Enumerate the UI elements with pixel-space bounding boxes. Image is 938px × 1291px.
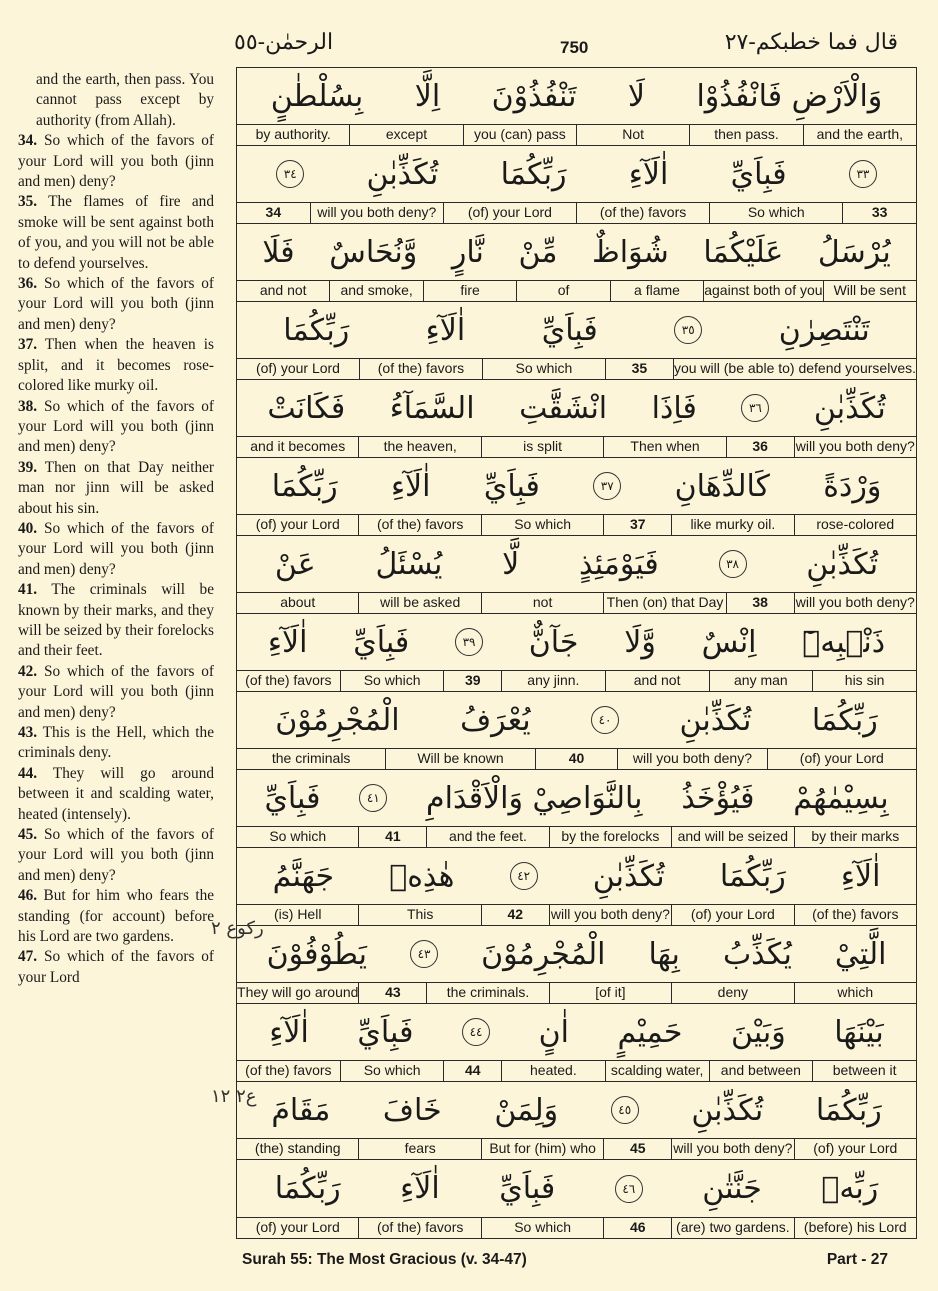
verse-number: 40.	[18, 519, 38, 537]
arabic-word: فَكَانَتْ	[267, 390, 346, 426]
side-note	[18, 580, 214, 662]
arabic-line	[237, 380, 916, 436]
english-word-cell: you will (be able to) defend yourselves.	[673, 359, 916, 379]
english-word-cell: by their marks	[794, 827, 916, 847]
english-line	[237, 748, 916, 769]
ayah-marker: ٤٢	[510, 862, 538, 890]
english-line	[237, 1217, 916, 1238]
english-word-cell: (of the) favors	[359, 359, 482, 379]
english-line	[237, 436, 916, 457]
arabic-word: بِهَا	[648, 936, 680, 972]
arabic-word: رَبِّكُمَا	[500, 156, 567, 192]
arabic-word: اٰلَآءِ	[390, 468, 431, 504]
english-line	[237, 514, 916, 535]
note-text: The criminals will be known by their marks, and they will be seized by their forelocks and their feet.	[18, 581, 214, 660]
arabic-line	[237, 224, 916, 280]
english-line	[237, 982, 916, 1003]
arabic-word: شُوَاظٌ	[592, 234, 669, 270]
english-word-cell: (of) your Lord	[255, 360, 340, 376]
side-note	[18, 274, 214, 335]
arabic-word: فَبِاَيِّ	[264, 780, 321, 816]
english-word-cell: (of) your Lord	[255, 1219, 340, 1235]
english-word-cell: (before) his Lord	[794, 1218, 916, 1238]
note-text: and the earth, then pass. You cannot pass except by authority (from Allah).	[36, 71, 214, 129]
side-note	[18, 764, 214, 825]
verse-row	[237, 302, 916, 380]
verse-number: 42.	[18, 662, 38, 680]
arabic-word: فَبِاَيِّ	[499, 1171, 556, 1206]
english-word-cell: (of the) favors	[794, 905, 916, 925]
arabic-word: فَبِاَيِّ	[483, 468, 540, 504]
arabic-line	[237, 692, 916, 748]
verse-row	[237, 1082, 916, 1160]
arabic-word: رَبِّكُمَا	[283, 312, 350, 348]
arabic-line	[237, 302, 916, 358]
english-word-cell: of	[516, 281, 609, 301]
note-text: So which of the favors of your Lord will you both (jinn and men) deny?	[18, 662, 215, 721]
verse-number-cell: 40	[535, 749, 618, 769]
english-word-cell: So which	[709, 203, 842, 223]
english-word-cell: and between	[709, 1061, 813, 1081]
english-word-cell: (of) your Lord	[794, 1139, 916, 1159]
verse-row	[237, 536, 916, 614]
arabic-word: رَبِّكُمَا	[271, 468, 338, 504]
english-word-cell: rose-colored	[794, 515, 916, 535]
side-note	[18, 192, 214, 274]
verse-number: 41.	[18, 581, 38, 599]
arabic-line	[237, 1004, 916, 1060]
verse-number: 38.	[18, 397, 38, 415]
arabic-word: جَنَّتٰنِ	[702, 1171, 762, 1206]
arabic-word: رَبِّكُمَا	[811, 702, 878, 738]
ayah-marker: ٤٦	[615, 1175, 643, 1203]
english-word-cell: (of) your Lord	[671, 905, 793, 925]
side-note	[18, 662, 214, 723]
arabic-word: وَالْاَرْضِ فَانْفُذُوْا	[696, 78, 883, 114]
ayah-marker: ٣٥	[674, 316, 702, 344]
arabic-word: اٰلَآءِ	[628, 156, 669, 192]
english-word-cell: except	[349, 125, 462, 145]
arabic-word: اٰلَآءِ	[425, 312, 466, 348]
arabic-word: يُرْسَلُ	[817, 234, 891, 270]
english-line	[237, 202, 916, 223]
verse-number: 37.	[18, 336, 38, 354]
arabic-word: خَافَ	[382, 1092, 442, 1128]
english-word-cell: So which	[481, 515, 603, 535]
ayah-marker: ٤١	[359, 784, 387, 812]
english-word-cell: against both of you	[703, 281, 822, 301]
verse-row	[237, 926, 916, 1004]
english-word-cell: So which	[269, 828, 327, 844]
arabic-word: فَبِاَيِّ	[357, 1014, 414, 1050]
english-word-cell: and will be seized	[671, 827, 793, 847]
arabic-line	[237, 536, 916, 592]
verse-number-cell: 35	[605, 359, 673, 379]
note-text: This is the Hell, which the criminals deny.	[18, 724, 214, 762]
english-word-cell: will you both deny?	[794, 437, 916, 457]
arabic-word: وَّلَا	[624, 624, 656, 660]
english-word-cell: will you both deny?	[310, 203, 443, 223]
english-word-cell: a flame	[610, 281, 703, 301]
english-word-cell: will you both deny?	[671, 1139, 793, 1159]
arabic-word: فَلَا	[262, 234, 295, 270]
side-note	[18, 825, 214, 886]
verse-row	[237, 380, 916, 458]
english-line	[237, 670, 916, 691]
english-word-cell: scalding water,	[605, 1061, 709, 1081]
verse-number-cell: 38	[726, 593, 794, 613]
footer-part: Part - 27	[826, 1251, 888, 1268]
english-line	[237, 592, 916, 613]
note-text: So which of the favors of your Lord will you both (jinn and men) deny?	[18, 826, 215, 884]
arabic-word: وَبَيْنَ	[730, 1014, 786, 1050]
verse-number: 39.	[18, 458, 38, 476]
word-by-word-grid	[236, 67, 917, 1239]
verse-row	[237, 224, 916, 302]
verse-number: 34.	[18, 132, 38, 150]
english-word-cell: (of) your Lord	[767, 749, 916, 769]
arabic-line	[237, 1082, 916, 1138]
english-word-cell: about	[280, 594, 316, 610]
arabic-word: اِلَّا	[414, 78, 441, 114]
verse-row	[237, 146, 916, 224]
arabic-word: رَبِّهٖ	[821, 1171, 879, 1206]
arabic-line	[237, 848, 916, 904]
english-word-cell: will be asked	[358, 593, 480, 613]
note-text: They will go around between it and scalding water, heated (intensely).	[18, 764, 214, 823]
part-header: قال فما خطبکم-٢٧	[724, 30, 898, 55]
verse-number-cell: 43	[358, 983, 426, 1003]
english-word-cell: So which	[482, 359, 605, 379]
english-word-cell: (of the) favors	[245, 672, 332, 688]
arabic-word: تُكَذِّبٰنِ	[691, 1092, 764, 1128]
english-word-cell: between it	[812, 1061, 916, 1081]
arabic-word: تُكَذِّبٰنِ	[806, 546, 879, 582]
english-word-cell: They will go around	[237, 984, 359, 1000]
arabic-word: السَّمَآءُ	[389, 390, 475, 426]
english-word-cell: his sin	[812, 671, 916, 691]
verse-number-cell: 41	[358, 827, 426, 847]
verse-number-cell: 34	[265, 204, 282, 220]
english-word-cell: you (can) pass	[463, 125, 576, 145]
english-word-cell: [of it]	[549, 983, 671, 1003]
arabic-word: رَبِّكُمَا	[274, 1171, 341, 1206]
verse-number-cell: 46	[603, 1218, 671, 1238]
arabic-word: يُسْئَلُ	[375, 546, 443, 582]
english-word-cell: (is) Hell	[274, 906, 322, 922]
verse-number: 35.	[18, 193, 38, 211]
note-text: But for him who fears the standing (for account) before his Lord are two gardens.	[18, 887, 215, 946]
english-word-cell: (of the) favors	[358, 515, 480, 535]
english-word-cell: like murky oil.	[671, 515, 793, 535]
verse-number-cell: 33	[842, 203, 916, 223]
ayah-marker: ٣٧	[593, 472, 621, 500]
arabic-word: فَبِاَيِّ	[541, 312, 598, 348]
side-note	[18, 70, 214, 131]
english-word-cell: (of) your Lord	[255, 516, 340, 532]
english-word-cell: the criminals.	[426, 983, 548, 1003]
ayah-marker: ٤٥	[611, 1096, 639, 1124]
footer-surah: Surah 55: The Most Gracious (v. 34-47)	[242, 1251, 527, 1268]
english-word-cell: the criminals	[271, 750, 351, 766]
english-word-cell: not	[481, 593, 603, 613]
arabic-line	[237, 458, 916, 514]
english-word-cell: and the feet.	[426, 827, 548, 847]
arabic-word: لَّا	[502, 546, 520, 582]
arabic-word: اٰلَآءِ	[267, 624, 308, 660]
english-word-cell: So which	[481, 1218, 603, 1238]
english-word-cell: deny	[671, 983, 793, 1003]
arabic-word: وَلِمَنْ	[494, 1092, 559, 1128]
english-word-cell: will you both deny?	[794, 593, 916, 613]
verse-row	[237, 68, 916, 146]
english-word-cell: and not	[605, 671, 709, 691]
verse-number: 46.	[18, 887, 38, 905]
ayah-marker: ٤٤	[462, 1018, 490, 1046]
arabic-word: تُكَذِّبٰنِ	[813, 390, 886, 426]
side-note	[18, 519, 214, 580]
ayah-marker: ٤٣	[410, 940, 438, 968]
note-text: So which of the favors of your Lord will you both (jinn and men) deny?	[18, 275, 215, 333]
arabic-line	[237, 926, 916, 982]
arabic-word: تُكَذِّبٰنِ	[592, 858, 665, 894]
verse-number-cell: 37	[603, 515, 671, 535]
arabic-word: كَالدِّهَانِ	[674, 468, 770, 504]
arabic-word: يَطُوْفُوْنَ	[266, 936, 367, 972]
arabic-word: فَيَوْمَئِذٍ	[578, 546, 659, 582]
english-word-cell: (of the) favors	[576, 203, 709, 223]
arabic-word: الْمُجْرِمُوْنَ	[275, 702, 400, 738]
arabic-word: الَّتِيْ	[834, 936, 887, 972]
verse-number-cell: 42	[481, 905, 549, 925]
english-word-cell: Not	[576, 125, 689, 145]
verse-number: 44.	[18, 764, 38, 782]
arabic-word: تُكَذِّبٰنِ	[366, 156, 439, 192]
english-word-cell: So which	[340, 1061, 444, 1081]
english-word-cell: This	[358, 905, 480, 925]
arabic-word: فَبِاَيِّ	[353, 624, 410, 660]
arabic-line	[237, 68, 916, 124]
english-word-cell: (the) standing	[254, 1140, 341, 1156]
verse-row	[237, 1004, 916, 1082]
english-word-cell: the heaven,	[358, 437, 480, 457]
arabic-word: جَهَنَّمُ	[272, 858, 335, 894]
arabic-line	[237, 1160, 916, 1217]
note-text: So which of the favors of your Lord will you both (jinn and men) deny?	[18, 132, 215, 191]
english-word-cell: will you both deny?	[617, 749, 766, 769]
ayah-marker: ٣٣	[849, 160, 877, 188]
arabic-word: فَيُؤْخَذُ	[681, 780, 755, 816]
arabic-line	[237, 146, 916, 202]
arabic-word: حَمِيْمٍ	[617, 1014, 683, 1050]
english-line	[237, 1138, 916, 1159]
ayah-marker: ٣٩	[455, 628, 483, 656]
english-word-cell: is split	[481, 437, 603, 457]
english-line	[237, 280, 916, 301]
side-note	[18, 335, 214, 396]
arabic-word: يُعْرَفُ	[460, 702, 531, 738]
ayah-marker: ٤٠	[591, 706, 619, 734]
note-text: The flames of fire and smoke will be sent against both of you, and you will not be able to defend yourselves.	[18, 193, 214, 272]
arabic-word: الْمُجْرِمُوْنَ	[481, 936, 606, 972]
english-word-cell: fears	[358, 1139, 480, 1159]
verse-row	[237, 458, 916, 536]
arabic-word: بَيْنَهَا	[834, 1014, 884, 1050]
english-line	[237, 358, 916, 379]
arabic-word: رَبِّكُمَا	[719, 858, 786, 894]
english-word-cell: (of) your Lord	[443, 203, 576, 223]
page-number: 750	[560, 38, 589, 57]
english-word-cell: But for (him) who	[481, 1139, 603, 1159]
english-line	[237, 826, 916, 847]
note-text: So which of the favors of your Lord will you both (jinn and men) deny?	[18, 397, 215, 456]
arabic-word: ذَنْۢبِهٖٓ	[802, 624, 886, 660]
ayah-marker: ٣٤	[276, 160, 304, 188]
arabic-word: مِّنْ	[518, 234, 558, 270]
note-text: So which of the favors of your Lord will you both (jinn and men) deny?	[18, 519, 215, 578]
arabic-word: عَلَيْكُمَا	[703, 234, 784, 270]
english-word-cell: Will be known	[385, 749, 534, 769]
note-text: Then when the heaven is split, and it becomes rose-colored like murky oil.	[18, 336, 214, 395]
verse-number: 36.	[18, 275, 38, 293]
arabic-word: يُكَذِّبُ	[722, 936, 792, 972]
side-note	[18, 947, 214, 988]
verse-number: 43.	[18, 724, 38, 741]
arabic-word: فَبِاَيِّ	[730, 156, 787, 192]
arabic-word: نَّارٍ	[451, 234, 484, 270]
english-line	[237, 124, 916, 145]
note-text: Then on that Day neither man nor jinn will be asked about his sin.	[18, 458, 214, 517]
side-note	[18, 458, 214, 519]
english-word-cell: Then (on) that Day	[603, 593, 725, 613]
note-text: So which of the favors of your Lord	[18, 948, 215, 986]
verse-number-cell: 45	[603, 1139, 671, 1159]
arabic-word: بِسُلْطٰنٍ	[270, 78, 364, 114]
ayah-marker: ٣٦	[741, 394, 769, 422]
arabic-word: وَرْدَةً	[823, 468, 882, 504]
verse-row	[237, 1160, 916, 1238]
english-word-cell: by authority.	[255, 126, 331, 142]
english-word-cell: So which	[340, 671, 444, 691]
english-word-cell: any jinn.	[501, 671, 605, 691]
arabic-word: وَّنُحَاسٌ	[329, 234, 418, 270]
arabic-word: اٰلَآءِ	[840, 858, 881, 894]
verse-row	[237, 692, 916, 770]
arabic-word: اٰلَآءِ	[269, 1014, 309, 1050]
verse-number-cell: 36	[726, 437, 794, 457]
arabic-word: اٰنٍ	[538, 1014, 569, 1050]
arabic-word: عَنْ	[274, 546, 316, 582]
english-word-cell: and smoke,	[329, 281, 422, 301]
arabic-word: انْشَقَّتِ	[519, 390, 608, 426]
english-word-cell: (are) two gardens.	[671, 1218, 793, 1238]
english-word-cell: any man	[709, 671, 813, 691]
arabic-word: اِنْسٌ	[701, 624, 757, 660]
arabic-word: بِسِيْمٰهُمْ	[793, 780, 889, 816]
english-word-cell: by the forelocks	[549, 827, 671, 847]
surah-header: الرحمٰن-٥٥	[234, 30, 334, 55]
ruku-marker: ع٢ ١٢	[211, 1086, 257, 1107]
english-word-cell: Then when	[603, 437, 725, 457]
english-word-cell: fire	[423, 281, 516, 301]
arabic-word: رَبِّكُمَا	[815, 1092, 882, 1128]
english-word-cell: (of the) favors	[358, 1218, 480, 1238]
arabic-word: لَا	[627, 78, 646, 114]
verse-number-cell: 39	[443, 671, 501, 691]
english-line	[237, 1060, 916, 1081]
arabic-word: بِالنَّوَاصِيْ وَالْاَقْدَامِ	[426, 780, 643, 816]
verse-row	[237, 848, 916, 926]
side-note	[18, 886, 214, 947]
english-word-cell: and it becomes	[250, 438, 346, 454]
english-word-cell: then pass.	[689, 125, 802, 145]
english-word-cell: (of the) favors	[245, 1062, 332, 1078]
arabic-word: مَقَامَ	[271, 1092, 331, 1128]
english-word-cell: which	[794, 983, 916, 1003]
english-word-cell: and the earth,	[803, 125, 916, 145]
ruku-marker: ركوع ٢	[211, 918, 264, 939]
verse-number: 45.	[18, 826, 38, 844]
english-word-cell: will you both deny?	[549, 905, 671, 925]
english-word-cell: Will be sent	[823, 281, 916, 301]
verse-number-cell: 44	[443, 1061, 501, 1081]
english-word-cell: and not	[259, 282, 307, 298]
ayah-marker: ٣٨	[719, 550, 747, 578]
english-line	[237, 904, 916, 925]
side-translation	[18, 70, 214, 988]
english-word-cell: heated.	[501, 1061, 605, 1081]
arabic-word: اٰلَآءِ	[400, 1171, 440, 1206]
arabic-word: هٰذِهٖ	[389, 858, 455, 894]
arabic-word: فَاِذَا	[651, 390, 697, 426]
side-note	[18, 397, 214, 458]
verse-number: 47.	[18, 948, 38, 966]
arabic-word: تَنْتَصِرٰنِ	[778, 312, 870, 348]
arabic-line	[237, 770, 916, 826]
arabic-word: تُكَذِّبٰنِ	[679, 702, 752, 738]
arabic-word: تَنْفُذُوْنَ	[491, 78, 577, 114]
verse-row	[237, 614, 916, 692]
side-note	[18, 723, 214, 764]
arabic-line	[237, 614, 916, 670]
side-note	[18, 131, 214, 192]
verse-row	[237, 770, 916, 848]
arabic-word: جَآنٌّ	[528, 624, 579, 660]
